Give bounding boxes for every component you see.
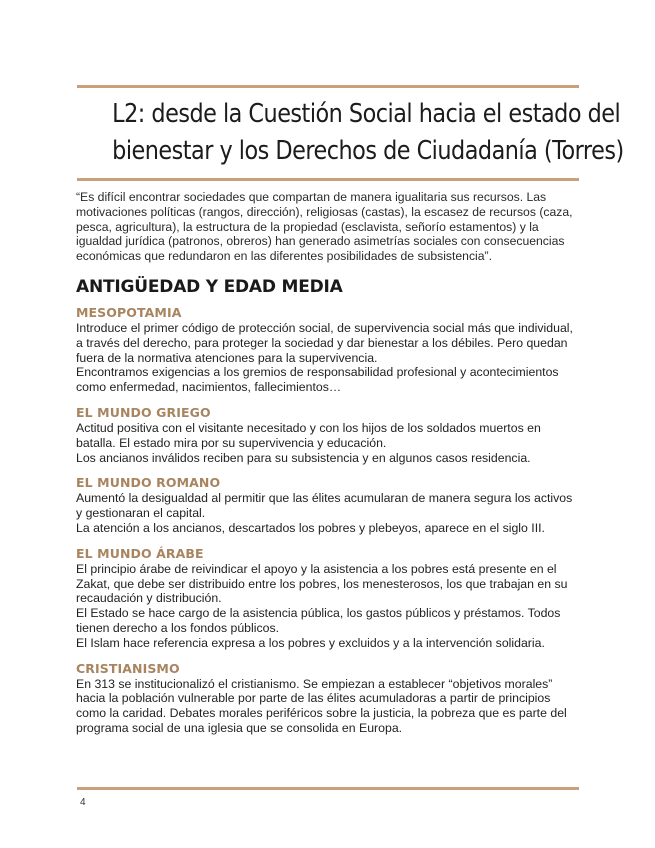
section-heading: ANTIGÜEDAD Y EDAD MEDIA — [76, 276, 343, 297]
text-line: hacia la población vulnerable por parte de las élites acumuladoras a partir de principios — [76, 691, 551, 706]
text-line: Actitud positiva con el visitante necesitado y con los hijos de los soldados muertos en — [76, 420, 541, 435]
subsection-cristianismo — [76, 661, 581, 736]
subsection-heading: EL MUNDO ROMANO — [76, 475, 221, 491]
text-line: como la caridad. Debates morales periféricos sobre la justicia, la pobreza que es parte del — [76, 706, 567, 721]
subsection-heading: EL MUNDO ÁRABE — [76, 545, 204, 561]
text-line: El Islam hace referencia expresa a los pobres y excluidos y a la intervención solidaria. — [76, 635, 545, 650]
subsection-heading: EL MUNDO GRIEGO — [76, 404, 211, 420]
subsection-heading: MESOPOTAMIA — [76, 304, 182, 320]
subsection-text — [76, 321, 581, 395]
text-line: como enfermedad, nacimientos, fallecimientos… — [76, 380, 342, 395]
text-line: a través del derecho, para proteger la sociedad y dar bienestar a los débiles. Pero quedan — [76, 335, 568, 350]
title-line: bienestar y los Derechos de Ciudadanía (Torres) — [112, 136, 624, 166]
text-line: programa social de una iglesia que se consolida en Europa. — [76, 720, 403, 735]
document-body — [76, 190, 581, 746]
text-line: El principio árabe de reivindicar el apoyo y la asistencia a los pobres está presente en el — [76, 561, 557, 576]
intro-quote — [76, 190, 581, 264]
footer-rule — [77, 787, 579, 790]
subsection-text — [76, 562, 581, 651]
text-line: recaudación y distribución. — [76, 591, 222, 606]
subsection-heading: CRISTIANISMO — [76, 660, 180, 676]
subsection-text — [76, 421, 581, 465]
title-underline-rule — [77, 178, 579, 181]
page-number: 4 — [80, 797, 86, 808]
subsection-text — [76, 491, 581, 535]
quote-line: pesca, agricultura), la estructura de la propiedad (esclavista, señorío estamentos) y la — [76, 219, 539, 234]
subsection-mundo-arabe — [76, 546, 581, 651]
text-line: La atención a los ancianos, descartados los pobres y plebeyos, aparece en el siglo III. — [76, 520, 545, 535]
text-line: tienen derecho a los fondos públicos. — [76, 620, 280, 635]
page-title — [112, 96, 624, 170]
quote-line: motivaciones políticas (rangos, dirección), religiosas (castas), la escasez de recursos (caza, — [76, 204, 573, 219]
subsection-mundo-griego — [76, 405, 581, 465]
subsection-mesopotamia — [76, 305, 581, 395]
text-line: batalla. El estado mira por su supervivencia y educación. — [76, 435, 387, 450]
text-line: El Estado se hace cargo de la asistencia pública, los gastos públicos y préstamos. Todos — [76, 606, 561, 621]
text-line: En 313 se institucionalizó el cristianismo. Se empiezan a establecer “objetivos morales” — [76, 676, 553, 691]
quote-line: igualdad jurídica (patronos, obreros) han generado asimetrías sociales con consecuencias — [76, 234, 565, 249]
text-line: Introduce el primer código de protección social, de supervivencia social más que individual, — [76, 320, 573, 335]
subsection-mundo-romano — [76, 475, 581, 535]
text-line: Los ancianos inválidos reciben para su subsistencia y en algunos casos residencia. — [76, 450, 531, 465]
text-line: y gestionaran el capital. — [76, 506, 206, 521]
quote-line: “Es difícil encontrar sociedades que compartan de manera igualitaria sus recursos. Las — [76, 190, 547, 204]
text-line: Zakat, que debe ser distribuido entre los pobres, los menesterosos, los que trabajan en su — [76, 576, 568, 591]
top-rule — [77, 85, 579, 88]
text-line: fuera de la normativa atenciones para la supervivencia. — [76, 350, 378, 365]
text-line: Aumentó la desigualdad al permitir que las élites acumularan de manera segura los activos — [76, 491, 573, 506]
subsection-text — [76, 677, 581, 736]
title-line: L2: desde la Cuestión Social hacia el estado del — [112, 99, 621, 129]
text-line: Encontramos exigencias a los gremios de responsabilidad profesional y acontecimientos — [76, 365, 559, 380]
quote-line: económicas que redundaron en las diferentes posibilidades de subsistencia”. — [76, 249, 492, 264]
